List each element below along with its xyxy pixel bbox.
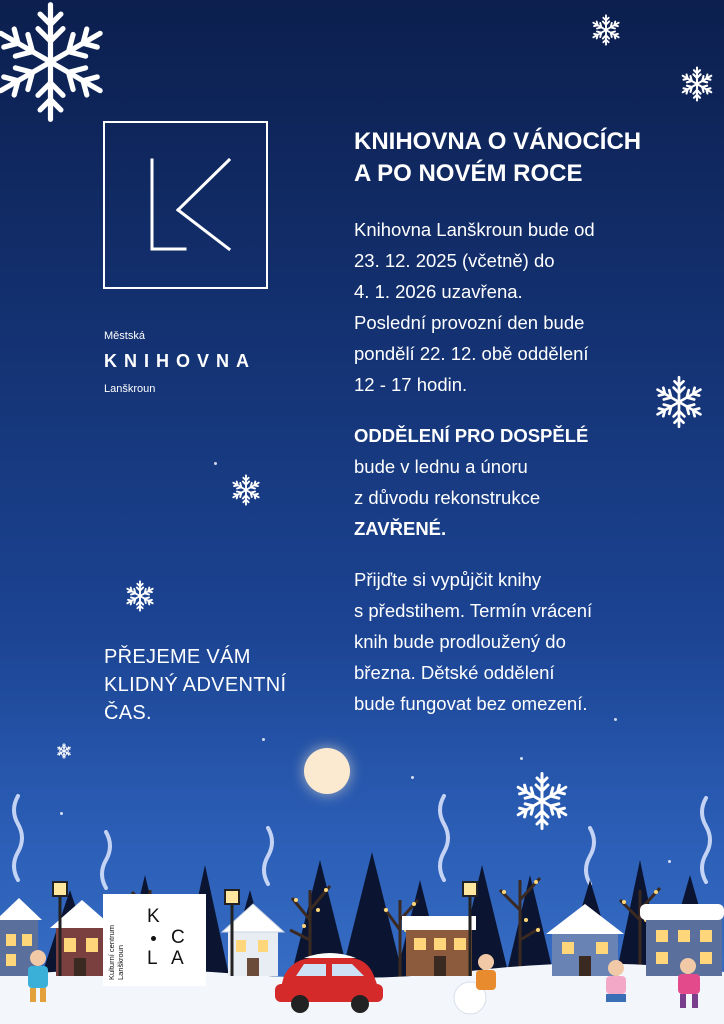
star-dot <box>520 757 523 760</box>
page-title <box>354 126 684 190</box>
logo-subtitle-top: Městská <box>104 330 145 342</box>
title-line: A PO NOVÉM ROCE <box>354 160 583 187</box>
library-logo <box>103 121 268 289</box>
kcla-letter-c: C <box>171 927 185 948</box>
kcla-caption <box>107 925 125 980</box>
title-line: KNIHOVNA O VÁNOCÍCH <box>354 128 642 155</box>
adult-dept-paragraph <box>354 420 684 544</box>
closure-paragraph <box>354 214 684 400</box>
kcla-letter-a: A <box>171 948 184 969</box>
text-line: bude fungovat bez omezení. <box>354 693 588 714</box>
advent-wish <box>104 643 286 727</box>
logo-subtitle-bottom: Lanškroun <box>104 383 156 395</box>
snowflake-icon <box>679 66 715 102</box>
wish-line: PŘEJEME VÁM <box>104 646 251 668</box>
star-dot <box>214 462 217 465</box>
text-line: bude v lednu a únoru <box>354 456 528 477</box>
star-dot <box>262 738 265 741</box>
snowflake-icon <box>0 0 113 142</box>
text-line: z důvodu rekonstrukce <box>354 487 541 508</box>
snowflake-icon <box>124 580 156 612</box>
text-line: 12 - 17 hodin. <box>354 374 468 395</box>
text-line: Poslední provozní den bude <box>354 312 585 333</box>
text-line: knih bude prodloužený do <box>354 631 566 652</box>
kcla-letter-k: K <box>147 906 160 927</box>
text-line: 4. 1. 2026 uzavřena. <box>354 281 523 302</box>
snowflake-icon <box>590 14 622 46</box>
kcla-logo <box>103 894 206 986</box>
text-line: pondělí 22. 12. obě oddělení <box>354 343 589 364</box>
text-line: března. Dětské oddělení <box>354 662 555 683</box>
borrow-paragraph <box>354 564 684 719</box>
text-line: Knihovna Lanškroun bude od <box>354 219 595 240</box>
announcement <box>354 126 684 739</box>
logo-name: KNIHOVNA <box>104 351 257 371</box>
kcla-dot <box>151 936 156 941</box>
text-line: Přijďte si vypůjčit knihy <box>354 569 542 590</box>
kcla-caption-line: Lanškroun <box>116 944 125 980</box>
text-line: 23. 12. 2025 (včetně) do <box>354 250 555 271</box>
adult-dept-heading: ODDĚLENÍ PRO DOSPĚLÉ <box>354 425 589 446</box>
kcla-letter-l: L <box>147 948 158 969</box>
wish-line: ČAS. <box>104 702 152 724</box>
logo-lk-icon <box>105 123 265 286</box>
snowflake-icon <box>56 743 72 759</box>
snowflake-icon <box>230 474 262 506</box>
wish-line: KLIDNÝ ADVENTNÍ <box>104 674 287 696</box>
text-line: s předstihem. Termín vrácení <box>354 600 593 621</box>
closed-emphasis: ZAVŘENÉ. <box>354 518 447 539</box>
star-dot <box>411 776 414 779</box>
kcla-caption-line: Kulturní centrum <box>107 924 116 980</box>
